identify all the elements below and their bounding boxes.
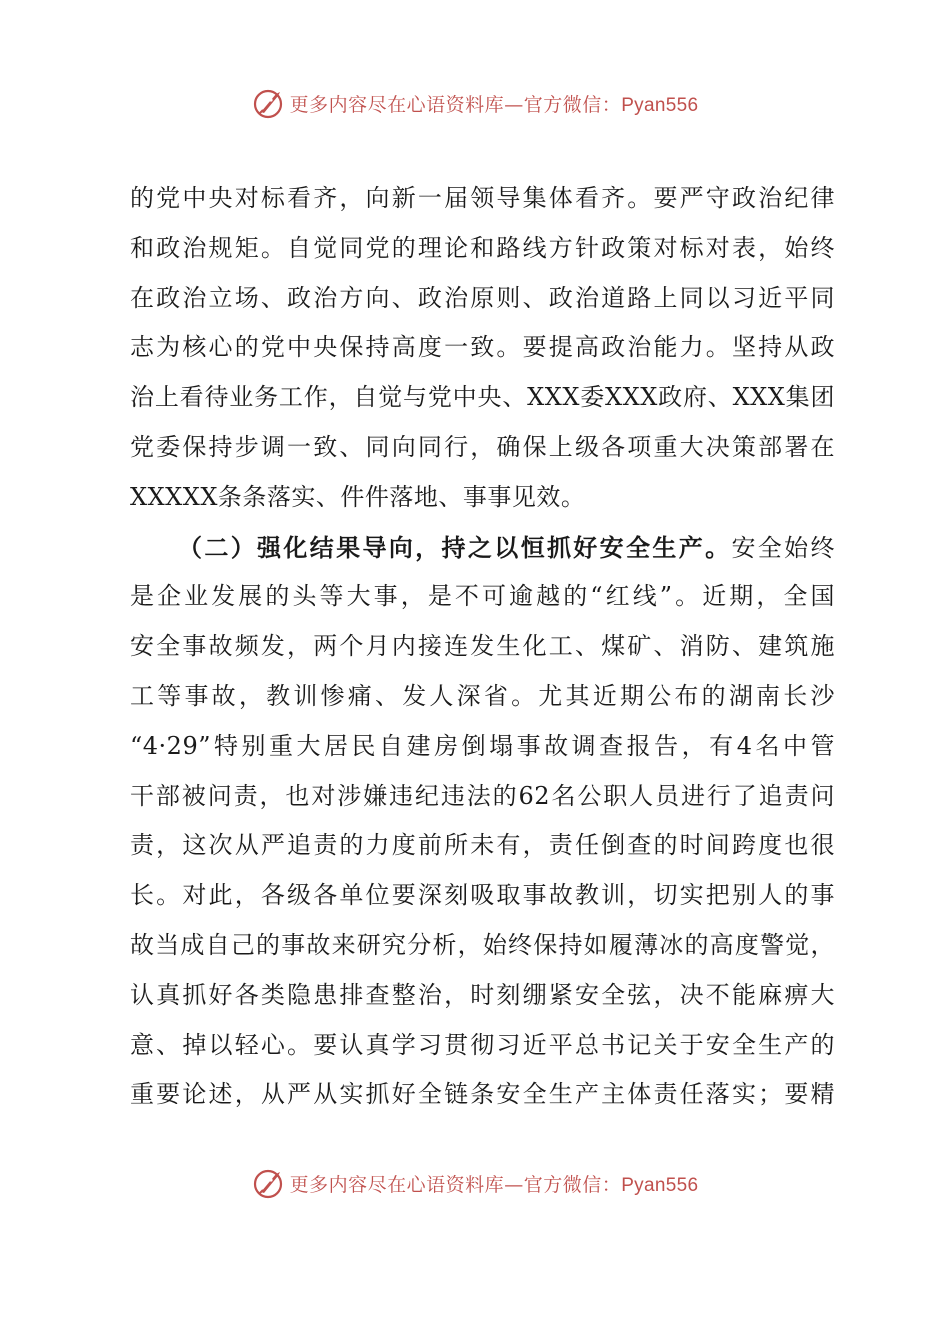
- header-banner-slogan: 更多内容尽在心语资料库: [289, 93, 505, 116]
- footer-banner-account: Pyan556: [621, 1174, 699, 1196]
- body-line: 党委保持步调一致、同向同行，确保上级各项重大决策部署在: [130, 432, 835, 461]
- quill-logo-icon: [252, 1166, 286, 1200]
- footer-banner: [0, 1163, 950, 1203]
- body-line: 重要论述，从严从实抓好全链条安全生产主体责任落实；要精: [130, 1080, 835, 1109]
- body-line: 治上看待业务工作，自觉与党中央、XXX委XXX政府、XXX集团: [130, 383, 835, 412]
- document-body: [130, 174, 835, 1120]
- section-heading-line: [130, 523, 835, 573]
- body-line: 志为核心的党中央保持高度一致。要提高政治能力。坚持从政: [130, 333, 835, 362]
- quill-logo-icon: [252, 86, 286, 120]
- body-line: XXXXX条条落实、件件落地、事事见效。: [130, 482, 586, 511]
- footer-banner-slogan: 更多内容尽在心语资料库: [289, 1173, 505, 1196]
- header-banner-account: Pyan556: [621, 94, 699, 116]
- body-line: 故当成自己的事故来研究分析，始终保持如履薄冰的高度警觉，: [130, 930, 835, 959]
- body-line: 长。对此，各级各单位要深刻吸取事故教训，切实把别人的事: [130, 881, 835, 910]
- body-line: 是企业发展的头等大事，是不可逾越的“红线”。近期，全国: [130, 582, 835, 611]
- header-banner-wechat-label: 官方微信：: [523, 93, 622, 116]
- body-line: 和政治规矩。自觉同党的理论和路线方针政策对标对表，始终: [130, 233, 835, 262]
- body-line: 在政治立场、政治方向、政治原则、政治道路上同以习近平同: [130, 283, 835, 312]
- header-banner-text: [290, 90, 699, 117]
- section-heading: （二）强化结果导向，持之以恒抓好安全生产。: [178, 532, 732, 562]
- body-line: 工等事故，教训惨痛、发人深省。尤其近期公布的湖南长沙: [130, 681, 835, 710]
- body-line: 干部被问责，也对涉嫌违纪违法的62名公职人员进行了追责问: [130, 781, 835, 810]
- header-banner: [0, 83, 950, 123]
- body-line: 责，这次从严追责的力度前所未有，责任倒查的时间跨度也很: [130, 831, 835, 860]
- footer-banner-wechat-label: 官方微信：: [523, 1173, 622, 1196]
- body-line: 安全事故频发，两个月内接连发生化工、煤矿、消防、建筑施: [130, 632, 835, 661]
- section-first-line-rest: 安全始终: [731, 533, 835, 562]
- body-line: 认真抓好各类隐患排查整治，时刻绷紧安全弦，决不能麻痹大: [130, 980, 835, 1009]
- body-line: “4·29”特别重大居民自建房倒塌事故调查报告，有4名中管: [130, 731, 835, 760]
- body-line: 的党中央对标看齐，向新一届领导集体看齐。要严守政治纪律: [130, 184, 835, 212]
- footer-banner-dash: —: [504, 1173, 524, 1196]
- header-banner-dash: —: [504, 93, 524, 116]
- body-line: 意、掉以轻心。要认真学习贯彻习近平总书记关于安全生产的: [130, 1030, 835, 1059]
- footer-banner-text: [290, 1170, 699, 1197]
